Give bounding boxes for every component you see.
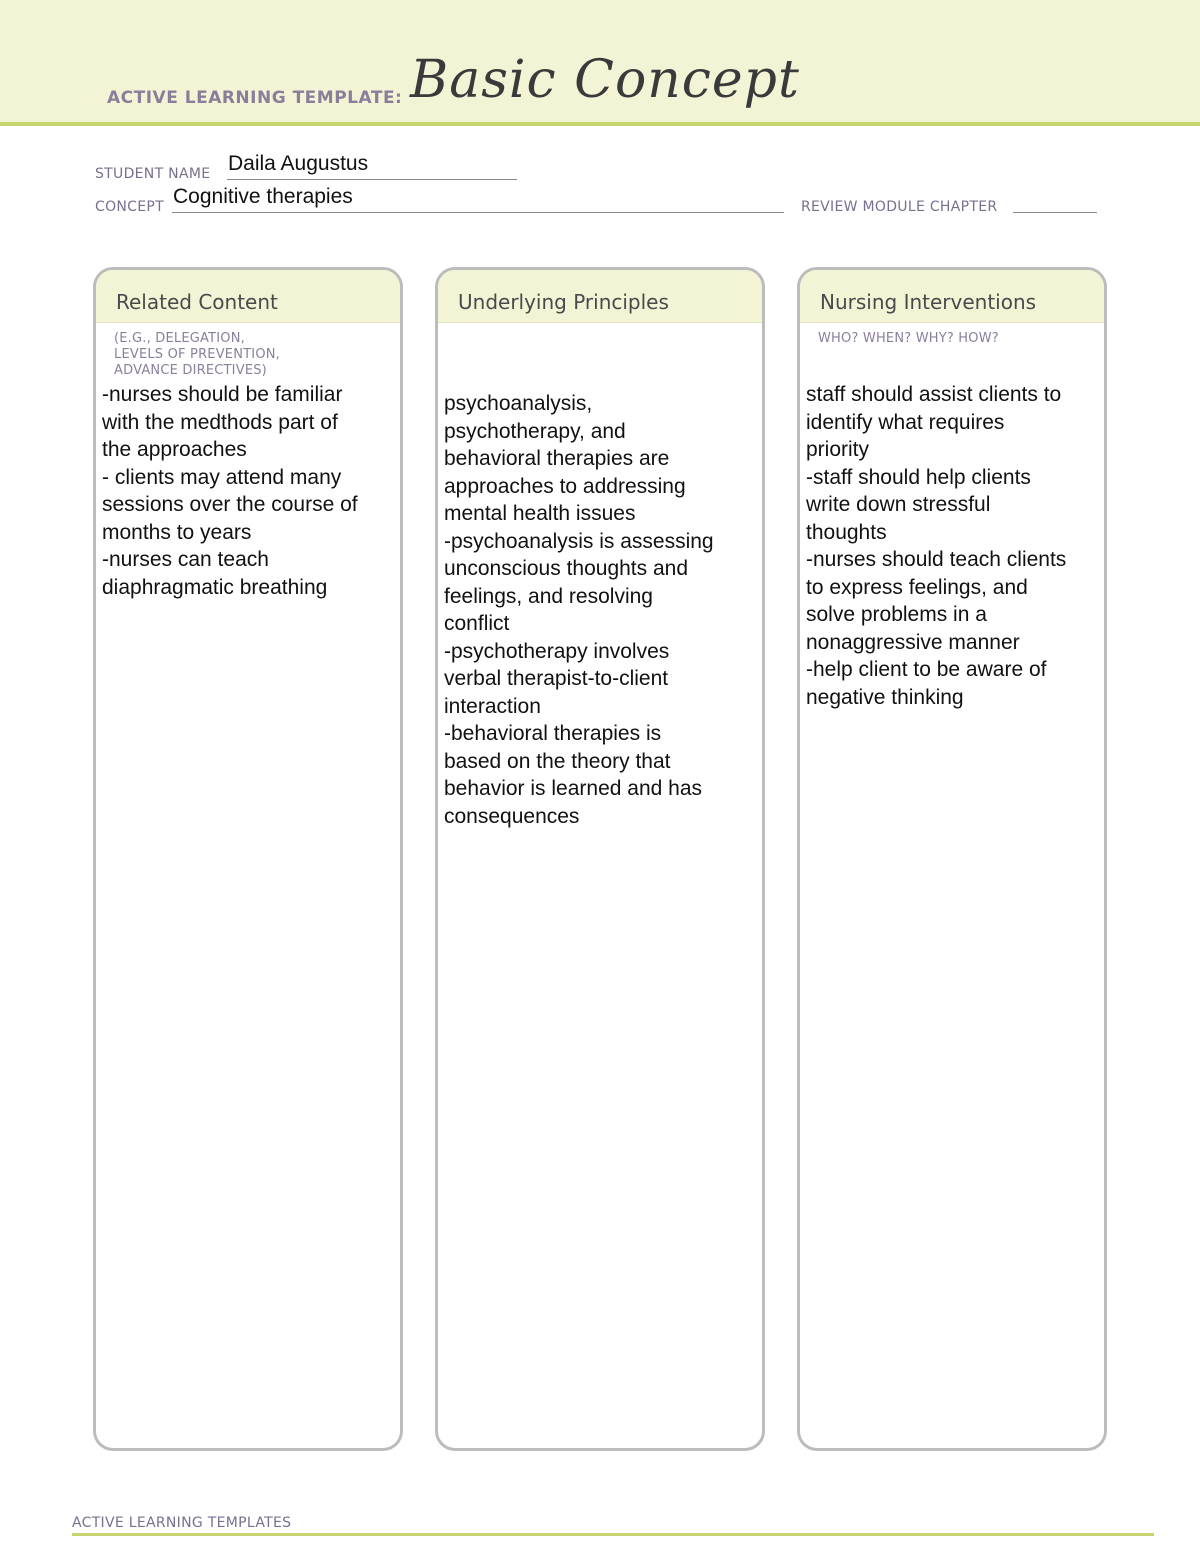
student-name-label: STUDENT NAME	[95, 166, 211, 182]
review-module-line	[1013, 212, 1097, 213]
underlying-principles-header	[438, 270, 762, 323]
underlying-principles-panel	[435, 267, 765, 1451]
related-content-subtitle: (E.G., DELEGATION, LEVELS OF PREVENTION, ADVANCE DIRECTIVES)	[114, 331, 281, 378]
concept-label: CONCEPT	[95, 199, 164, 215]
nursing-interventions-panel	[797, 267, 1107, 1451]
related-content-panel	[93, 267, 403, 1451]
template-label: ACTIVE LEARNING TEMPLATE:	[107, 88, 403, 108]
related-content-text[interactable]: -nurses should be familiar with the medthods part of the approaches - clients may attend many sessions over the course of months to years -nurses can teach diaphragmatic breathing	[102, 383, 358, 599]
header-rule	[0, 122, 1200, 126]
concept-line	[172, 212, 784, 213]
page-title: Basic Concept	[410, 50, 800, 110]
review-module-label: REVIEW MODULE CHAPTER	[801, 199, 998, 215]
student-name-field[interactable]: Daila Augustus	[228, 152, 369, 175]
underlying-principles-title: Underlying Principles	[458, 290, 669, 314]
nursing-interventions-text[interactable]: staff should assist clients to identify what requires priority -staff should help clients write down stressful thoughts -nurses should teach clients to express feelings, and solve problems in a nonaggressive manner -help client to be aware of negative thinking	[806, 383, 1067, 709]
underlying-principles-text[interactable]: psychoanalysis, psychotherapy, and behavioral therapies are approaches to addressing mental health issues -psychoanalysis is assessing unconscious thoughts and feelings, and resolving conflict -psychotherapy involves verbal therapist-to-client interaction -behavioral therapies is based on the theory that behavior is learned and has consequences	[444, 392, 714, 828]
footer-rule	[72, 1533, 1154, 1536]
student-name-line	[227, 179, 517, 180]
related-content-header	[96, 270, 400, 323]
related-content-title: Related Content	[116, 290, 278, 314]
nursing-interventions-title: Nursing Interventions	[820, 290, 1037, 314]
nursing-interventions-subtitle: WHO? WHEN? WHY? HOW?	[818, 331, 999, 346]
footer-label: ACTIVE LEARNING TEMPLATES	[72, 1515, 292, 1531]
nursing-interventions-header	[800, 270, 1104, 323]
concept-field[interactable]: Cognitive therapies	[173, 185, 353, 208]
